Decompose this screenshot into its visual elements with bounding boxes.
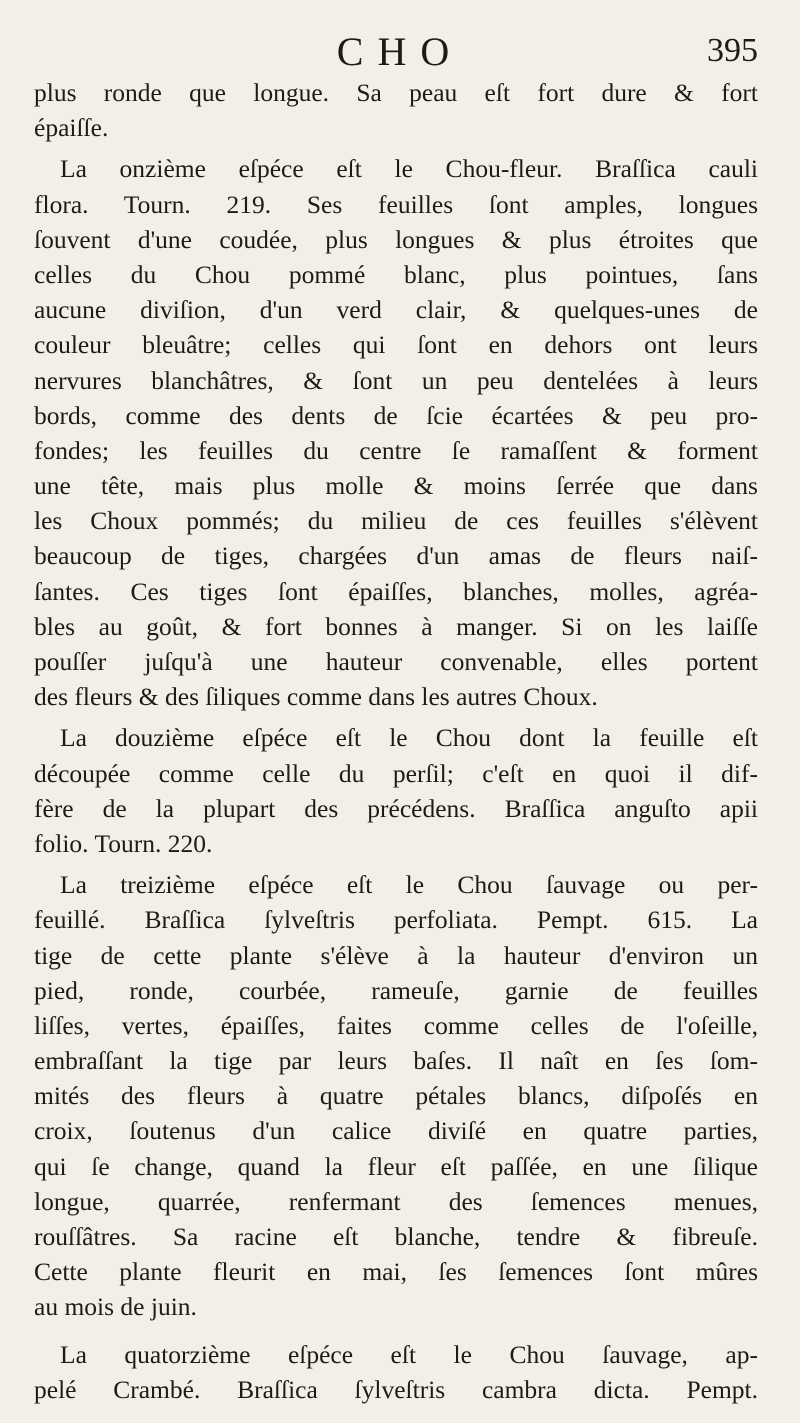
text-line: liſſes, vertes, épaiſſes, faites comme celles de l'oſeille, [34,1010,758,1040]
text-line: croix, ſoutenus d'un calice diviſé en quatre parties, [34,1116,758,1146]
text-line: découpée comme celle du perſil; c'eſt en quoi il dif- [34,758,758,788]
text-line: des fleurs & des ſiliques comme dans les autres Choux. [34,682,598,712]
text-line: fondes; les feuilles du centre ſe ramaſſent & forment [34,435,758,465]
text-line: celles du Chou pommé blanc, plus pointues, ſans [34,259,758,289]
running-head [0,28,800,78]
text-line: beaucoup de tiges, chargées d'un amas de fleurs naiſ- [34,541,758,571]
text-line: Cette plante fleurit en mai, ſes ſemences ſont mûres [34,1257,758,1287]
page-number: 395 [707,32,758,69]
text-line: flora. Tourn. 219. Ses feuilles ſont amples, longues [34,189,758,219]
text-line: fère de la plupart des précédens. Braſſica anguſto apii [34,793,758,823]
text-line: feuillé. Braſſica ſylveſtris perfoliata. Pempt. 615. La [34,905,758,935]
text-line: La treizième eſpéce eſt le Chou ſauvage ou per- [60,870,758,900]
text-line: La onzième eſpéce eſt le Chou-fleur. Braſſica cauli [60,154,758,184]
text-line: rouſſâtres. Sa racine eſt blanche, tendre & fibreuſe. [34,1222,758,1251]
text-line: La douzième eſpéce eſt le Chou dont la feuille eſt [60,723,758,753]
text-line: au mois de juin. [34,1292,197,1322]
text-line: longue, quarrée, renfermant des ſemences menues, [34,1186,758,1216]
text-line: bords, comme des dents de ſcie écartées & peu pro- [34,400,758,430]
text-line: une tête, mais plus molle & moins ſerrée que dans [34,471,758,501]
text-line: qui ſe change, quand la fleur eſt paſſée, en une ſilique [34,1151,758,1181]
text-line: pied, ronde, courbée, rameuſe, garnie de feuilles [34,975,758,1005]
text-line: bles au goût, & fort bonnes à manger. Si on les laiſſe [34,611,758,641]
text-line: tige de cette plante s'élève à la hauteur d'environ un [34,940,758,970]
text-line: folio. Tourn. 220. [34,828,213,858]
text-line: ſouvent d'une coudée, plus longues & plus étroites que [34,224,758,254]
text-line: aucune diviſion, d'un verd clair, & quelques-unes de [34,295,758,325]
text-line: les Choux pommés; du milieu de ces feuilles s'élèvent [34,506,758,536]
text-line: pelé Crambé. Braſſica ſylveſtris cambra dicta. Pempt. [34,1374,758,1404]
text-line: embraſſant la tige par leurs baſes. Il naît en ſes ſom- [34,1046,758,1076]
text-line: couleur bleuâtre; celles qui ſont en dehors ont leurs [34,330,758,360]
text-line: ſantes. Ces tiges ſont épaiſſes, blanches, molles, agréa- [34,576,758,606]
text-line: plus ronde que longue. Sa peau eſt fort dure & fort [34,78,758,107]
text-line: épaiſſe. [34,113,109,143]
running-head-title: CHO [336,29,464,74]
text-line: mités des fleurs à quatre pétales blancs, diſpoſés en [34,1081,758,1111]
text-line: La quatorzième eſpéce eſt le Chou ſauvage, ap- [60,1339,758,1369]
body-text [34,75,758,1407]
text-line: nervures blanchâtres, & ſont un peu dentelées à leurs [34,365,758,395]
text-line: pouſſer juſqu'à une hauteur convenable, elles portent [34,647,758,676]
